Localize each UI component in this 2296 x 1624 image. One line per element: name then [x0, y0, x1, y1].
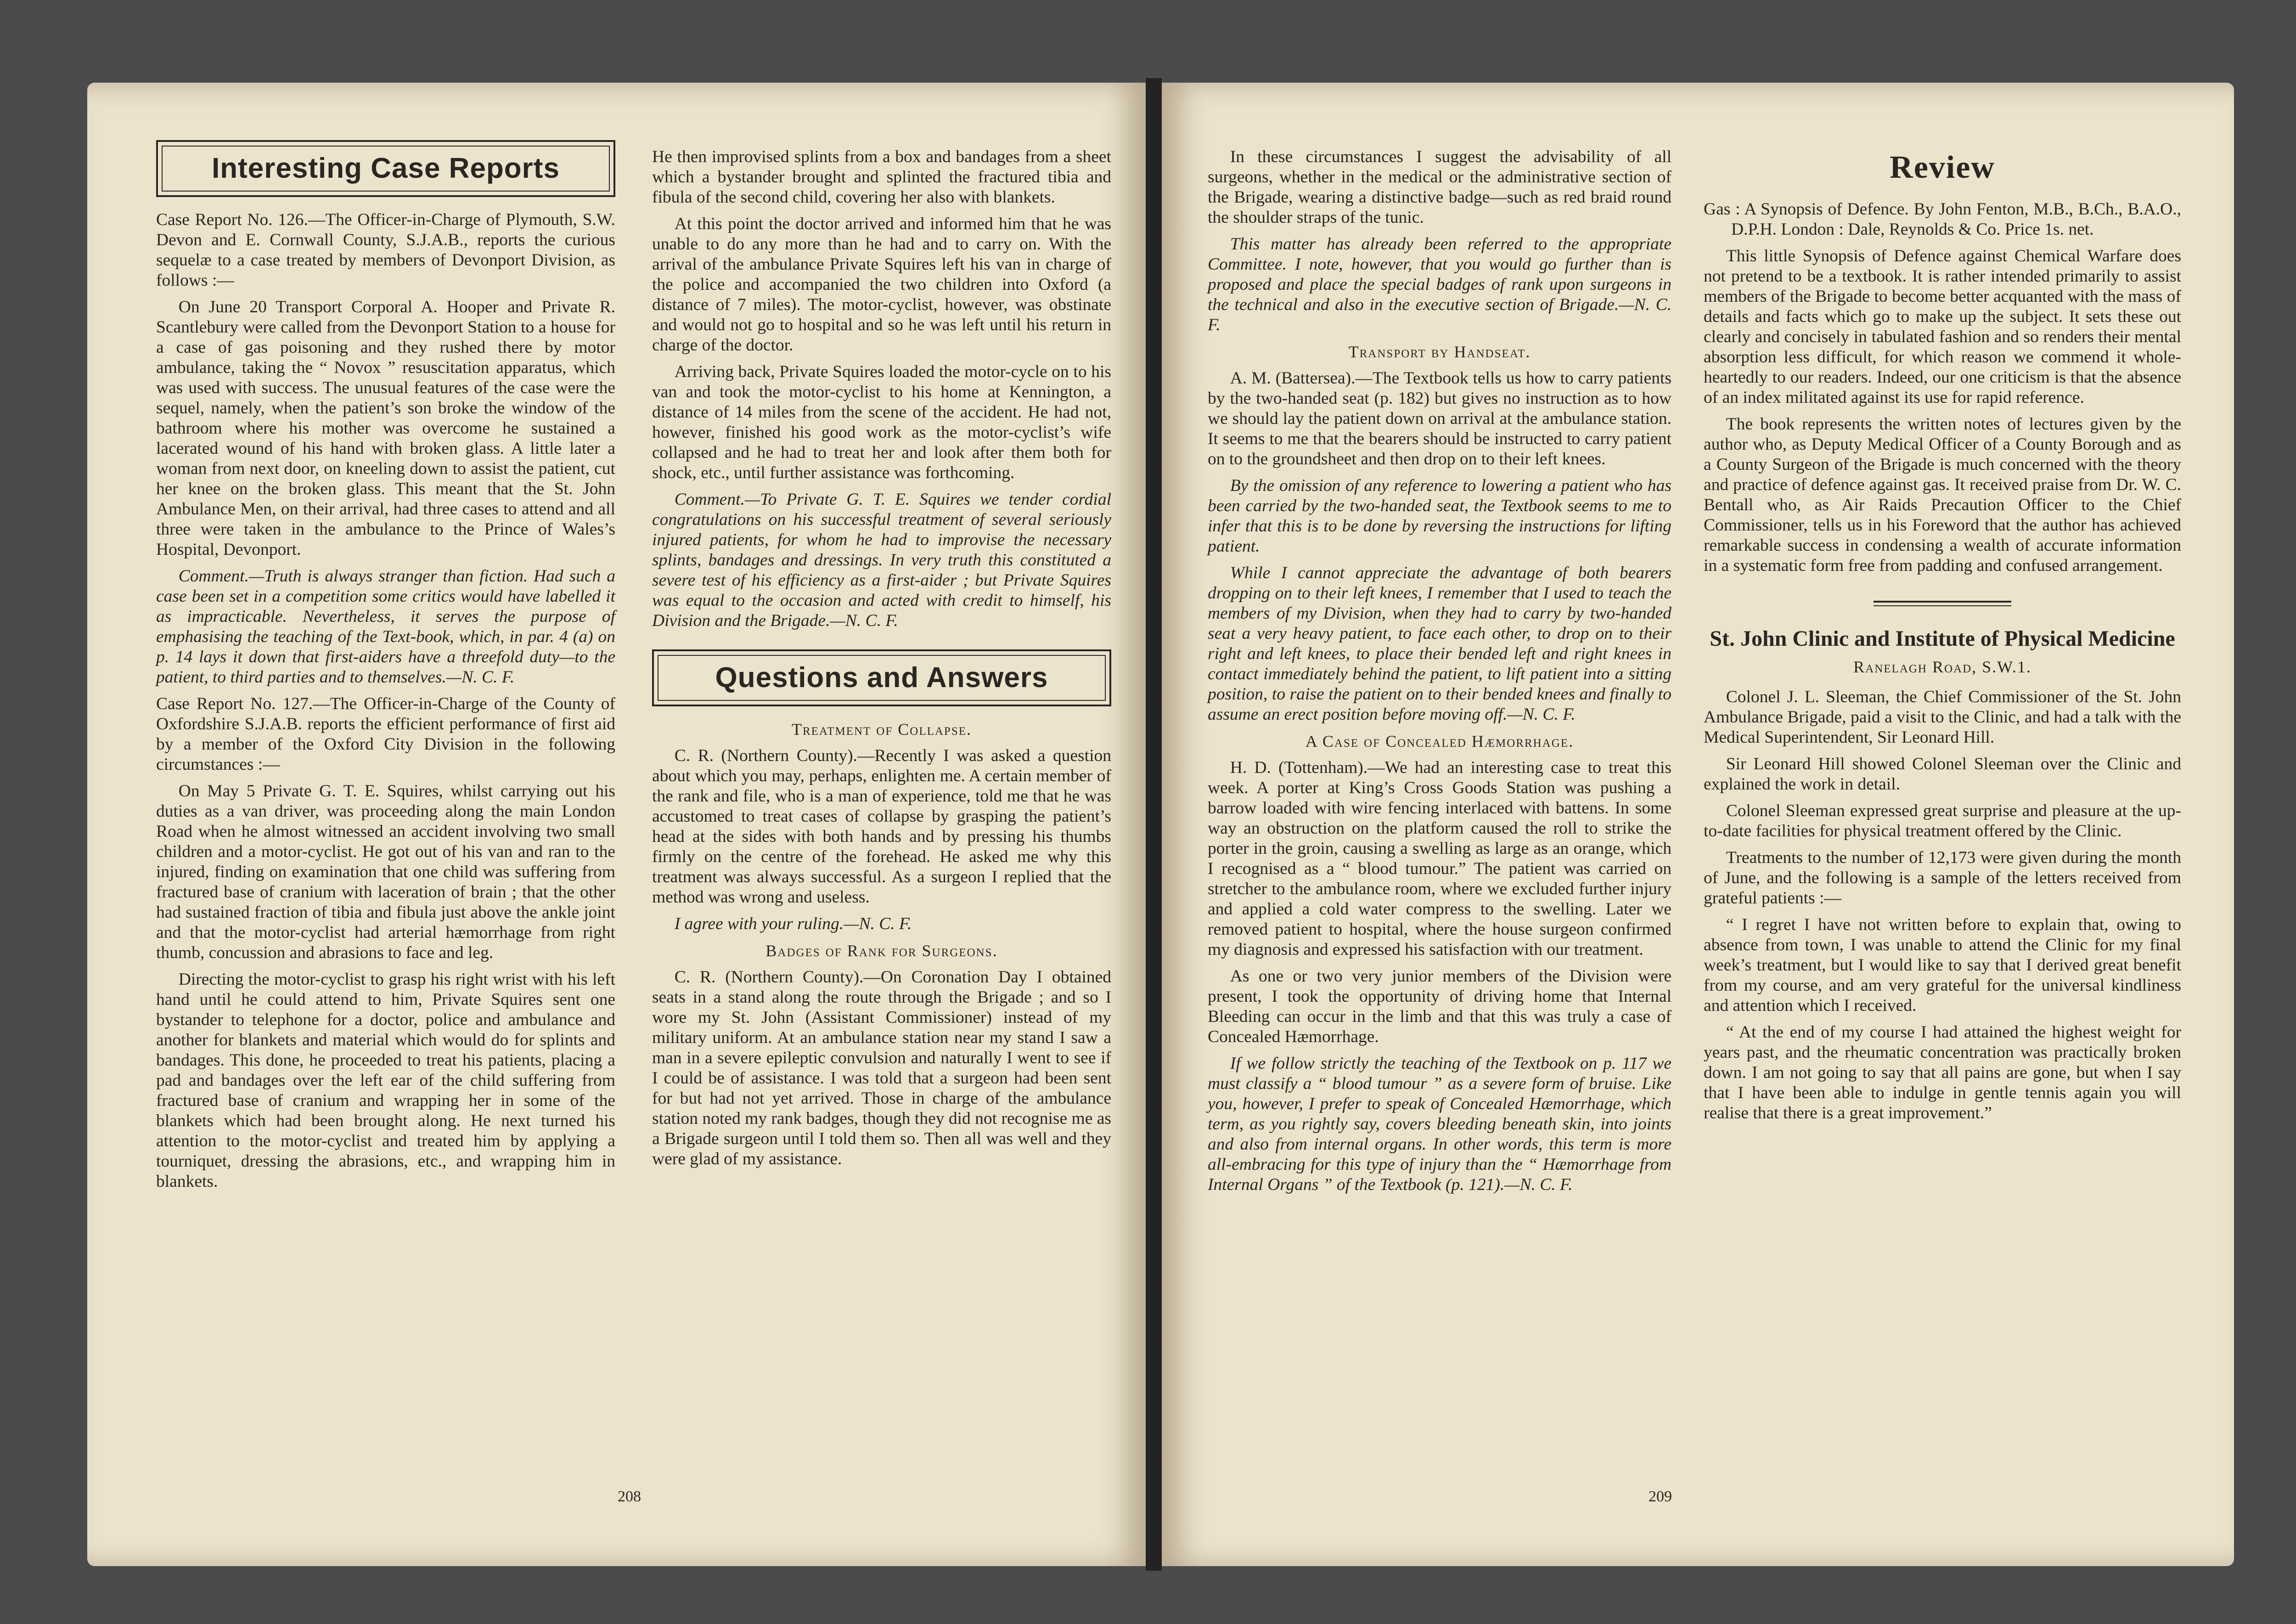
case-127-splints: He then improvised splints from a box and bandages from a sheet which a bystander brought and splinted the fractured tibia and fibula of the second child, covering her also with blankets. [652, 147, 1111, 207]
qa-heading-box [652, 649, 1111, 706]
case-127-return: Arriving back, Private Squires loaded the motor-cycle on to his van and took the motor-cyclist to his home at Kennington, a distance of 14 miles from the scene of the accident. He had not, however, finished his good work as the motor-cyclist’s wife collapsed and he had to treat her and look after them both for shock, etc., until further assistance was forthcoming. [652, 362, 1111, 482]
case-126-body: On June 20 Transport Corporal A. Hooper and Private R. Scantlebury were called from the Devonport Station to a house for a case of gas poisoning and they rushed there by motor ambulance, taking the “ Novox ” resuscitation apparatus, which was used with success. The unusual features of the case were the sequel, namely, when the patient’s son broke the window of the bathroom where his mother was overcome he sustained a lacerated wound of his hand with broken glass. A little later a woman from next door, on kneeling down to assist the patient, cut her knee on the broken glass. This meant that the St. John Ambulance Men, on their arrival, had three cases to attend and all three were taken in the ambulance to the Prince of Wales’s Hospital, Devonport. [156, 298, 615, 559]
case-127-doctor: At this point the doctor arrived and informed him that he was unable to do any more than he had and to carry on. With the arrival of the ambulance Private Squires left his van in charge of the police and accompanied the two children into Oxford (a distance of 7 miles). The motor-cyclist, however, was obstinate and would not go to hospital and so he was left until his return in charge of the doctor. [652, 214, 1111, 355]
case-126-intro: Case Report No. 126.—The Officer-in-Charge of Plymouth, S.W. Devon and E. Cornwall County, S.J.A.B., reports the curious sequelæ to a case treated by members of Devonport Division, as follows :— [156, 210, 615, 290]
qa-haemorrhage-answer: If we follow strictly the teaching of the Textbook on p. 117 we must classify a “ blood tumour ” as a severe form of bruise. Like you, however, I prefer to speak of Concealed Hæmorrhage, which term, as you rightly say, covers bleeding beneath skin, into joints and also from internal organs. In other words, this term is more all-embracing for this type of injury than the “ Hæmorrhage from Internal Organs ” of the Textbook (p. 121).—N. C. F. [1208, 1054, 1671, 1194]
qa-haemorrhage-question-cont: As one or two very junior members of the Division were present, I took the opportunity of driving home that Internal Bleeding can occur in the limb and that this was truly a case of Concealed Hæmorrhage. [1208, 967, 1671, 1046]
case-127-body: On May 5 Private G. T. E. Squires, whilst carrying out his duties as a van driver, was proceeding along the main London Road when he almost witnessed an accident involving two small children and a motor-cyclist. He got out of his van and ran to the injured, finding on examination that one child was suffering from fractured base of cranium with laceration of brain ; that the other had sustained fraction of tibia and fibula just above the ankle joint and that the motor-cyclist had arterial hæmorrhage from right thumb, concussion and abrasions to face and leg. [156, 782, 615, 962]
case-126-comment: Comment.—Truth is always stranger than fiction. Had such a case been set in a competition some critics would have labelled it as impracticable. Nevertheless, it serves the purpose of emphasising the teaching of the Text-book, which, in par. 4 (a) on p. 14 lays it down that first-aiders have a threefold duty—to the patient, to third parties and to themselves.—N. C. F. [156, 567, 615, 687]
review-book-reference: Gas : A Synopsis of Defence. By John Fenton, M.B., B.Ch., B.A.O., D.P.H. London : Dale, Reynolds & Co. Price 1s. net. [1704, 200, 2181, 239]
clinic-subheading: Ranelagh Road, S.W.1. [1853, 658, 2032, 676]
qa-collapse-question: C. R. (Northern County).—Recently I was asked a question about which you may, perhaps, enlighten me. A certain member of the rank and file, who is a man of experience, told me that he was accustomed to treat cases of collapse by grasping the patient’s head at the sides with both hands and by pressing his thumbs firmly on the centre of the forehead. He asked me why this treatment was always successful. As a surgeon I replied that the method was wrong and useless. [652, 746, 1111, 907]
page-number-left: 208 [618, 1488, 641, 1505]
clinic-letter-2: “ At the end of my course I had attained the highest weight for years past, and the rheumatic concentration was practically broken down. I am not going to say that all pains are gone, but when I say that I have been able to indulge in gentle tennis again you will realise that there is a great improvement.” [1704, 1023, 2181, 1122]
clinic-letter-1: “ I regret I have not written before to explain that, owing to absence from town, I was unable to attend the Clinic for my final week’s treatment, but I would like to say that I derived great benefit from my course, and am very grateful for the universal kindliness and attention which I received. [1704, 915, 2181, 1015]
qa-badges-answer: This matter has already been referred to the appropriate Committee. I note, however, that you would go further than is proposed and place the special badges of rank upon surgeons in the technical and also in the executive section of Brigade.—N. C. F. [1208, 235, 1671, 334]
qa-collapse-subhead: Treatment of Collapse. [791, 720, 972, 739]
qa-transport-answer-1: By the omission of any reference to lowering a patient who has been carried by the two-handed seat, the Textbook seems to me to infer that this is to be done by reversing the instructions for lifting patient. [1208, 476, 1671, 556]
left-page [87, 83, 1146, 1566]
right-column-2 [1704, 147, 2181, 1123]
clinic-paragraph-1: Colonel J. L. Sleeman, the Chief Commissioner of the St. John Ambulance Brigade, paid a visit to the Clinic, and had a talk with the Medical Superintendent, Sir Leonard Hill. [1704, 688, 2181, 747]
case-reports-heading-box [156, 140, 615, 197]
clinic-paragraph-2: Sir Leonard Hill showed Colonel Sleeman over the Clinic and explained the work in detail. [1704, 755, 2181, 794]
right-page [1162, 83, 2234, 1566]
qa-heading: Questions and Answers [658, 655, 1106, 701]
qa-transport-question: A. M. (Battersea).—The Textbook tells us how to carry patients by the two-handed seat (p. 182) but gives no instruction as to how we should lay the patient down on arrival at the ambulance station. It seems to me that the bearers should be instructed to carry patient on to the groundsheet and then drop on to their left knees. [1208, 369, 1671, 468]
qa-haemorrhage-subhead: A Case of Concealed Hæmorrhage. [1305, 732, 1574, 750]
qa-badges-question: C. R. (Northern County).—On Coronation Day I obtained seats in a stand along the route through the Brigade ; and so I wore my St. John (Assistant Commissioner) instead of my military uniform. At an ambulance station near my stand I saw a man in a severe epileptic convulsion and naturally I went to see if I could be of assistance. I was told that a surgeon had been sent for but had not yet arrived. Those in charge of the ambulance station noted my rank badges, though they did not recognise me as a Brigade surgeon until I told them so. Then all was well and they were glad of my assistance. [652, 968, 1111, 1168]
clinic-paragraph-4: Treatments to the number of 12,173 were given during the month of June, and the following is a sample of the letters received from grateful patients :— [1704, 848, 2181, 908]
qa-badges-subhead: Badges of Rank for Surgeons. [765, 942, 998, 960]
page-number-right: 209 [1649, 1488, 1672, 1505]
review-paragraph-1: This little Synopsis of Defence against Chemical Warfare does not pretend to be a textbook. It is rather intended primarily to assist members of the Brigade to become better acquanted with the mass of details and facts which go to make up the subject. It sets these out clearly and concisely in tabulated fashion and so renders their mental absorption less difficult, for which reason we commend it whole-heartedly to our readers. Indeed, our one criticism is that the absence of an index militated against its use for rapid reference. [1704, 247, 2181, 407]
review-heading: Review [1890, 150, 1995, 185]
review-paragraph-2: The book represents the written notes of lectures given by the author who, as Deputy Medical Officer of a County Borough and as a County Surgeon of the Brigade is much concerned with the theory and practice of defence against gas. It received praise from Dr. W. C. Bentall who, as Air Raids Precaution Officer to the Chief Commissioner, tells us in his Foreword that the author has achieved remarkable success in condensing a wealth of accurate information in a systematic form free from padding and confused arrangement. [1704, 415, 2181, 575]
case-reports-heading: Interesting Case Reports [162, 146, 610, 192]
clinic-heading: St. John Clinic and Institute of Physical Medicine [1710, 626, 2175, 651]
left-column-1 [156, 140, 615, 1192]
left-column-2 [652, 147, 1111, 1169]
qa-transport-subhead: Transport by Handseat. [1348, 343, 1531, 361]
book-gutter [1146, 78, 1162, 1571]
qa-badges-suggestion: In these circumstances I suggest the advisability of all surgeons, whether in the medical or the administrative section of the Brigade, wearing a distinctive badge—such as red braid round the shoulder straps of the tunic. [1208, 147, 1671, 227]
case-127-body-cont: Directing the motor-cyclist to grasp his right wrist with his left hand until he could attend to him, Private Squires sent one bystander to telephone for a doctor, police and ambulance and another for blankets and material which would do for splints and bandages. This done, he proceeded to treat his patients, placing a pad and bandages over the left ear of the child suffering from fractured base of cranium and wrapping her in some of the blankets which had been brought along. He next turned his attention to the motor-cyclist and treated him by applying a tourniquet, dressing the abrasions, etc., and wrapping him in blankets. [156, 970, 615, 1191]
qa-transport-answer-2: While I cannot appreciate the advantage of both bearers dropping on to their left knees, I remember that I used to teach the members of my Division, when they had to carry by two-handed seat a very heavy patient, to face each other, to drop on to their right and left knees, to place their bended left and right knees in contact immediately behind the patient, to lift patient into a sitting position, to raise the patient on to their bended knees and finally to assume an erect position before moving off.—N. C. F. [1208, 564, 1671, 724]
case-127-intro: Case Report No. 127.—The Officer-in-Charge of the County of Oxfordshire S.J.A.B. reports the efficient performance of first aid by a member of the Oxford City Division in the following circumstances :— [156, 694, 615, 774]
clinic-paragraph-3: Colonel Sleeman expressed great surprise and pleasure at the up-to-date facilities for physical treatment offered by the Clinic. [1704, 801, 2181, 840]
qa-haemorrhage-question: H. D. (Tottenham).—We had an interesting case to treat this week. A porter at King’s Cross Goods Station was pushing a barrow loaded with wire fencing interlaced with battens. In some way an obstruction on the platform caused the roll to strike the porter in the groin, causing a swelling as large as an orange, which I recognised as a “ blood tumour.” The patient was carried on stretcher to the ambulance room, where we excluded further injury and applied a cold water compress to the swelling. Later we removed patient to hospital, where the house surgeon confirmed my diagnosis and expressed his satisfaction with our treatment. [1208, 758, 1671, 959]
section-divider-rule [1874, 601, 2011, 606]
case-127-comment: Comment.—To Private G. T. E. Squires we tender cordial congratulations on his successful treatment of several seriously injured patients, for whom he had to improvise the necessary splints, bandages and dressings. In very truth this constituted a severe test of his efficiency as a first-aider ; but Private Squires was equal to the occasion and acted with credit to himself, his Division and the Brigade.—N. C. F. [652, 490, 1111, 630]
right-column-1 [1208, 147, 1671, 1195]
qa-collapse-answer: I agree with your ruling.—N. C. F. [674, 914, 912, 933]
